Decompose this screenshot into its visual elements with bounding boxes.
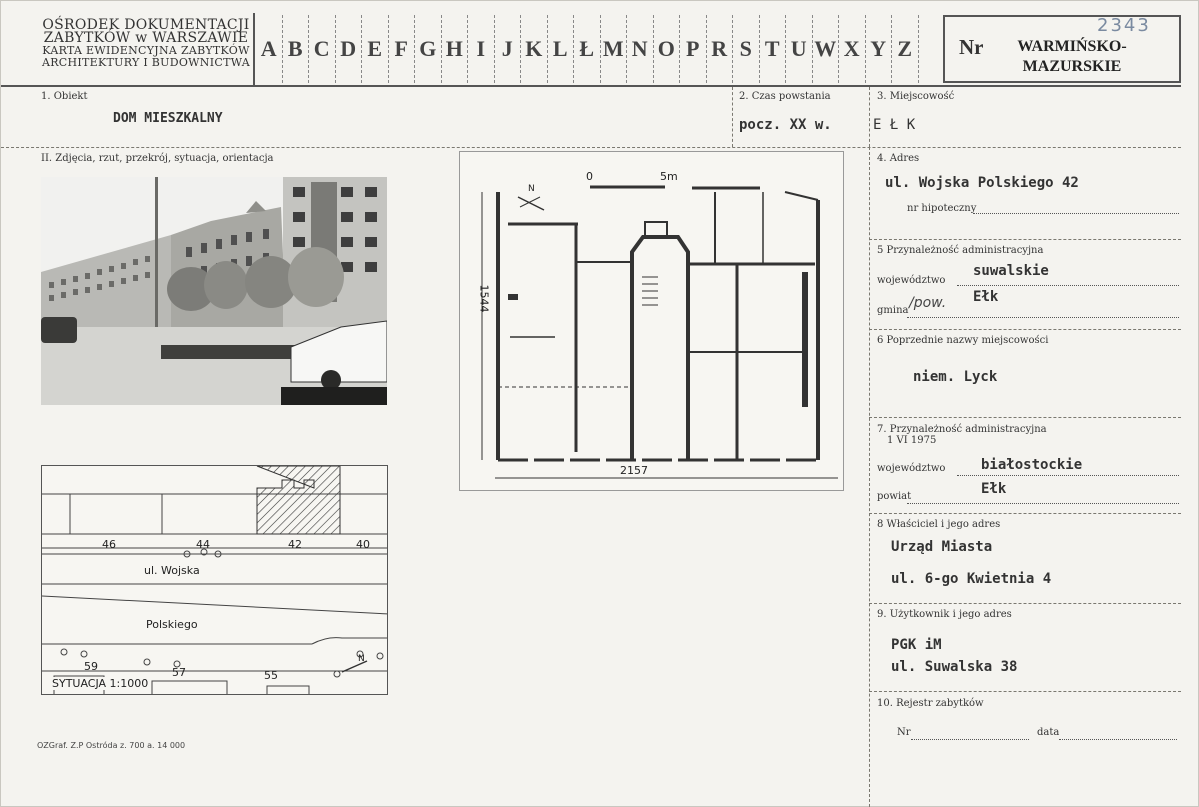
institution-line-1: OŚRODEK DOKUMENTACJI [42,17,250,33]
printer-imprint: OZGraf. Z.P Ostróda z. 700 a. 14 000 [37,741,186,750]
scale-five: 5m [660,170,678,183]
institution-line-4: ARCHITEKTURY I BUDOWNICTWA [41,56,251,69]
letter: B [283,15,310,83]
letter: U [786,15,813,83]
situ-number: 55 [264,669,278,682]
letter: L [548,15,575,83]
gmina-handwritten: /pow. [909,295,947,311]
poprzednie-value: niem. Lyck [913,369,998,385]
przynaleznosc75-line-1: 7. Przynależność administracyjna [877,424,1047,435]
uzytkownik-line-1: PGK iM [891,637,942,653]
powiat-value: Ełk [981,481,1007,497]
czas-value: pocz. XX w. [739,117,832,133]
obiekt-value: DOM MIESZKALNY [113,111,223,126]
situ-number: 44 [196,538,210,551]
letter: K [521,15,548,83]
gmina-label: gmina [877,305,909,316]
letter: G [415,15,442,83]
situ-number: 42 [288,538,302,551]
situ-north: N [358,654,365,664]
region-line-1: WARMIŃSKO- [1017,38,1127,55]
letter: C [309,15,336,83]
wojewodztwo-value: suwalskie [973,263,1049,279]
uzytkownik-label: 9. Użytkownik i jego adres [877,609,1012,620]
poprzednie-label: 6 Poprzednie nazwy miejscowości [877,335,1049,346]
rejestr-data-label: data [1037,727,1060,738]
wlasciciel-line-1: Urząd Miasta [891,539,993,555]
wojewodztwo75-label: województwo [877,463,946,474]
region-name [1001,37,1143,77]
przynaleznosc75-label [877,424,1047,446]
letter: Z [892,15,919,83]
situ-number: 46 [102,538,116,551]
gmina-value: Ełk [973,289,999,305]
region-line-2: MAZURSKIE [1022,58,1122,75]
rejestr-nr-label: Nr [897,727,911,738]
letter: N [627,15,654,83]
institution-block [39,19,253,69]
institution-line-2: ZABYTKÓW w WARSZAWIE [43,30,249,46]
situ-number: 59 [84,660,98,673]
letter: J [495,15,522,83]
letter: D [336,15,363,83]
miejscowosc-label: 3. Miejscowość [877,91,955,102]
obiekt-label: 1. Obiekt [41,91,88,102]
adres-value: ul. Wojska Polskiego 42 [885,175,1079,191]
letter: I [468,15,495,83]
letter: M [601,15,628,83]
institution-line-3: KARTA EWIDENCYJNA ZABYTKÓW [42,44,250,57]
situation-map [41,465,388,695]
przynaleznosc75-line-2: 1 VI 1975 [887,435,937,446]
situ-number: 57 [172,666,186,679]
letter: H [442,15,469,83]
alphabet-index [256,15,919,83]
letter: Ł [574,15,601,83]
letter: Y [866,15,893,83]
nr-value: 2343 [1097,15,1151,36]
scale-zero: 0 [586,170,593,183]
letter: R [707,15,734,83]
nr-label: Nr [959,35,984,59]
rejestr-label: 10. Rejestr zabytków [877,698,984,709]
uzytkownik-line-2: ul. Suwalska 38 [891,659,1018,675]
dim-horizontal: 2157 [620,464,648,477]
adres-label: 4. Adres [877,153,920,164]
wlasciciel-line-2: ul. 6-go Kwietnia 4 [891,571,1052,587]
letter: E [362,15,389,83]
wojewodztwo75-value: białostockie [981,457,1083,473]
letter: A [256,15,283,83]
street-name-2: Polskiego [146,618,198,631]
hipoteczny-label: nr hipoteczny [907,203,977,214]
situ-number: 40 [356,538,370,551]
building-photo [41,177,387,405]
letter: T [760,15,787,83]
czas-label: 2. Czas powstania [739,91,831,102]
letter: P [680,15,707,83]
letter: W [813,15,840,83]
street-name-1: ul. Wojska [144,564,200,577]
plan-north: N [528,184,535,194]
zdjecia-label: II. Zdjęcia, rzut, przekrój, sytuacja, orientacja [41,153,274,164]
letter: F [389,15,416,83]
miejscowosc-value: E Ł K [873,117,916,133]
przynaleznosc-label: 5 Przynależność administracyjna [877,245,1044,256]
floor-plan [459,151,844,491]
wojewodztwo-label: województwo [877,275,946,286]
powiat-label: powiat [877,491,912,502]
letter: X [839,15,866,83]
letter: S [733,15,760,83]
situation-title: SYTUACJA 1:1000 [52,677,149,690]
dim-vertical: 1544 [477,284,491,313]
letter: O [654,15,681,83]
wlasciciel-label: 8 Właściciel i jego adres [877,519,1001,530]
